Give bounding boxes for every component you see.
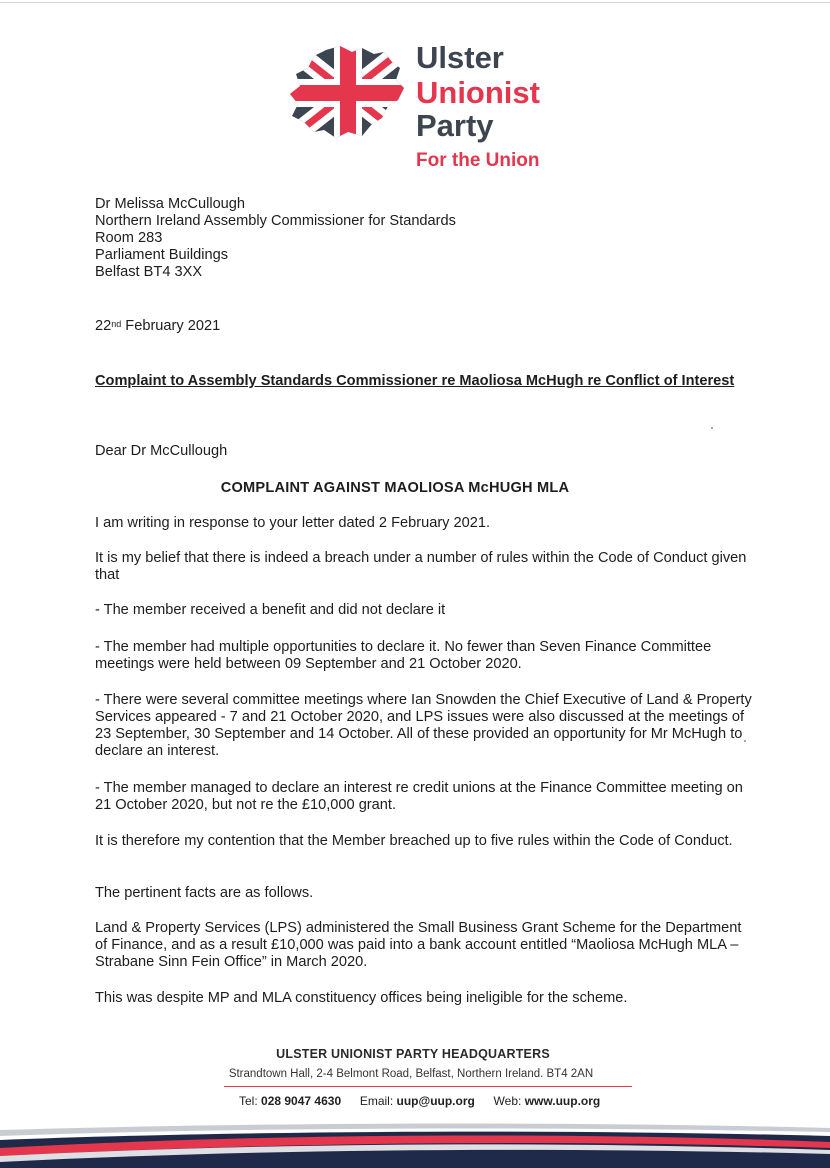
web-label: Web: — [493, 1094, 522, 1108]
body-ineligible: This was despite MP and MLA constituency offices being ineligible for the scheme. — [95, 990, 628, 1006]
body-pertinent-facts: The pertinent facts are as follows. — [95, 885, 314, 901]
bullet-committee-meetings: - There were several committee meetings where Ian Snowden the Chief Executive of Land & Property Services appeared - 7 and 21 October 2020, and LPS issues were also discussed at the meetings of 23 September, 30 September and 14 October. All of these provided an opportunity for Mr McHugh to declare an interest. — [95, 692, 752, 759]
bullet-credit-unions: - The member managed to declare an interest re credit unions at the Finance Committee meeting on 21 October 2020, but not re the £10,000 grant. — [95, 780, 743, 813]
tel-number: 028 9047 4630 — [261, 1094, 342, 1108]
uup-logo — [288, 40, 568, 172]
date-day: 22 — [95, 318, 112, 334]
body-paragraph-1: I am writing in response to your letter dated 2 February 2021. — [95, 515, 491, 531]
tel-label: Tel: — [239, 1094, 258, 1108]
body-contention: It is therefore my contention that the Member breached up to five rules within the Code of Conduct. — [95, 833, 733, 849]
footer-swoosh-graphic — [0, 1118, 830, 1168]
logo-tagline: For the Union — [416, 150, 540, 171]
salutation: Dear Dr McCullough — [95, 443, 228, 459]
ulster-map-flag-icon — [288, 44, 408, 142]
complaint-heading — [0, 480, 830, 496]
letter-subject: Complaint to Assembly Standards Commissioner re Maoliosa McHugh re Conflict of Interest — [95, 373, 735, 389]
bullet-opportunities: - The member had multiple opportunities to declare it. No fewer than Seven Finance Committee meetings were held between 09 September and 21 October 2020. — [95, 639, 712, 672]
date-month-year: February 2021 — [121, 318, 221, 334]
date-suffix: nd — [111, 319, 122, 329]
recipient-name: Dr Melissa McCullough — [95, 196, 246, 212]
logo-word-ulster: Ulster — [416, 40, 504, 75]
body-paragraph-2: It is my belief that there is indeed a breach under a number of rules within the Code of Conduct given that — [95, 550, 747, 583]
page-top-edge — [0, 2, 830, 3]
email-address[interactable]: uup@uup.org — [396, 1094, 475, 1108]
footer-address — [0, 1068, 830, 1080]
footer-address-text: Strandtown Hall, 2-4 Belmont Road, Belfast, Northern Ireland. BT4 2AN — [228, 1068, 594, 1080]
logo-word-unionist: Unionist — [416, 75, 540, 110]
body-lps-grant: Land & Property Services (LPS) administered the Small Business Grant Scheme for the Department of Finance, and as a result £10,000 was paid into a bank account entitled “Maoliosa McHugh MLA – Strabane Sinn Fein Office” in March 2020. — [95, 920, 742, 970]
scan-speck — [744, 740, 746, 742]
footer-headquarters — [0, 1047, 830, 1061]
footer-contact — [239, 1094, 600, 1108]
complaint-heading-text: COMPLAINT AGAINST MAOLIOSA McHUGH MLA — [220, 480, 570, 496]
letter-date — [95, 318, 220, 335]
recipient-room: Room 283 — [95, 230, 163, 246]
footer-divider — [224, 1086, 632, 1087]
logo-word-party: Party — [416, 108, 494, 143]
recipient-title: Northern Ireland Assembly Commissioner for Standards — [95, 213, 456, 229]
web-address[interactable]: www.uup.org — [524, 1094, 601, 1108]
scan-speck — [711, 427, 713, 429]
recipient-city: Belfast BT4 3XX — [95, 264, 203, 280]
bullet-benefit-undeclared: - The member received a benefit and did not declare it — [95, 602, 446, 618]
recipient-building: Parliament Buildings — [95, 247, 229, 263]
email-label: Email: — [359, 1094, 394, 1108]
footer-headquarters-text: ULSTER UNIONIST PARTY HEADQUARTERS — [276, 1047, 550, 1061]
